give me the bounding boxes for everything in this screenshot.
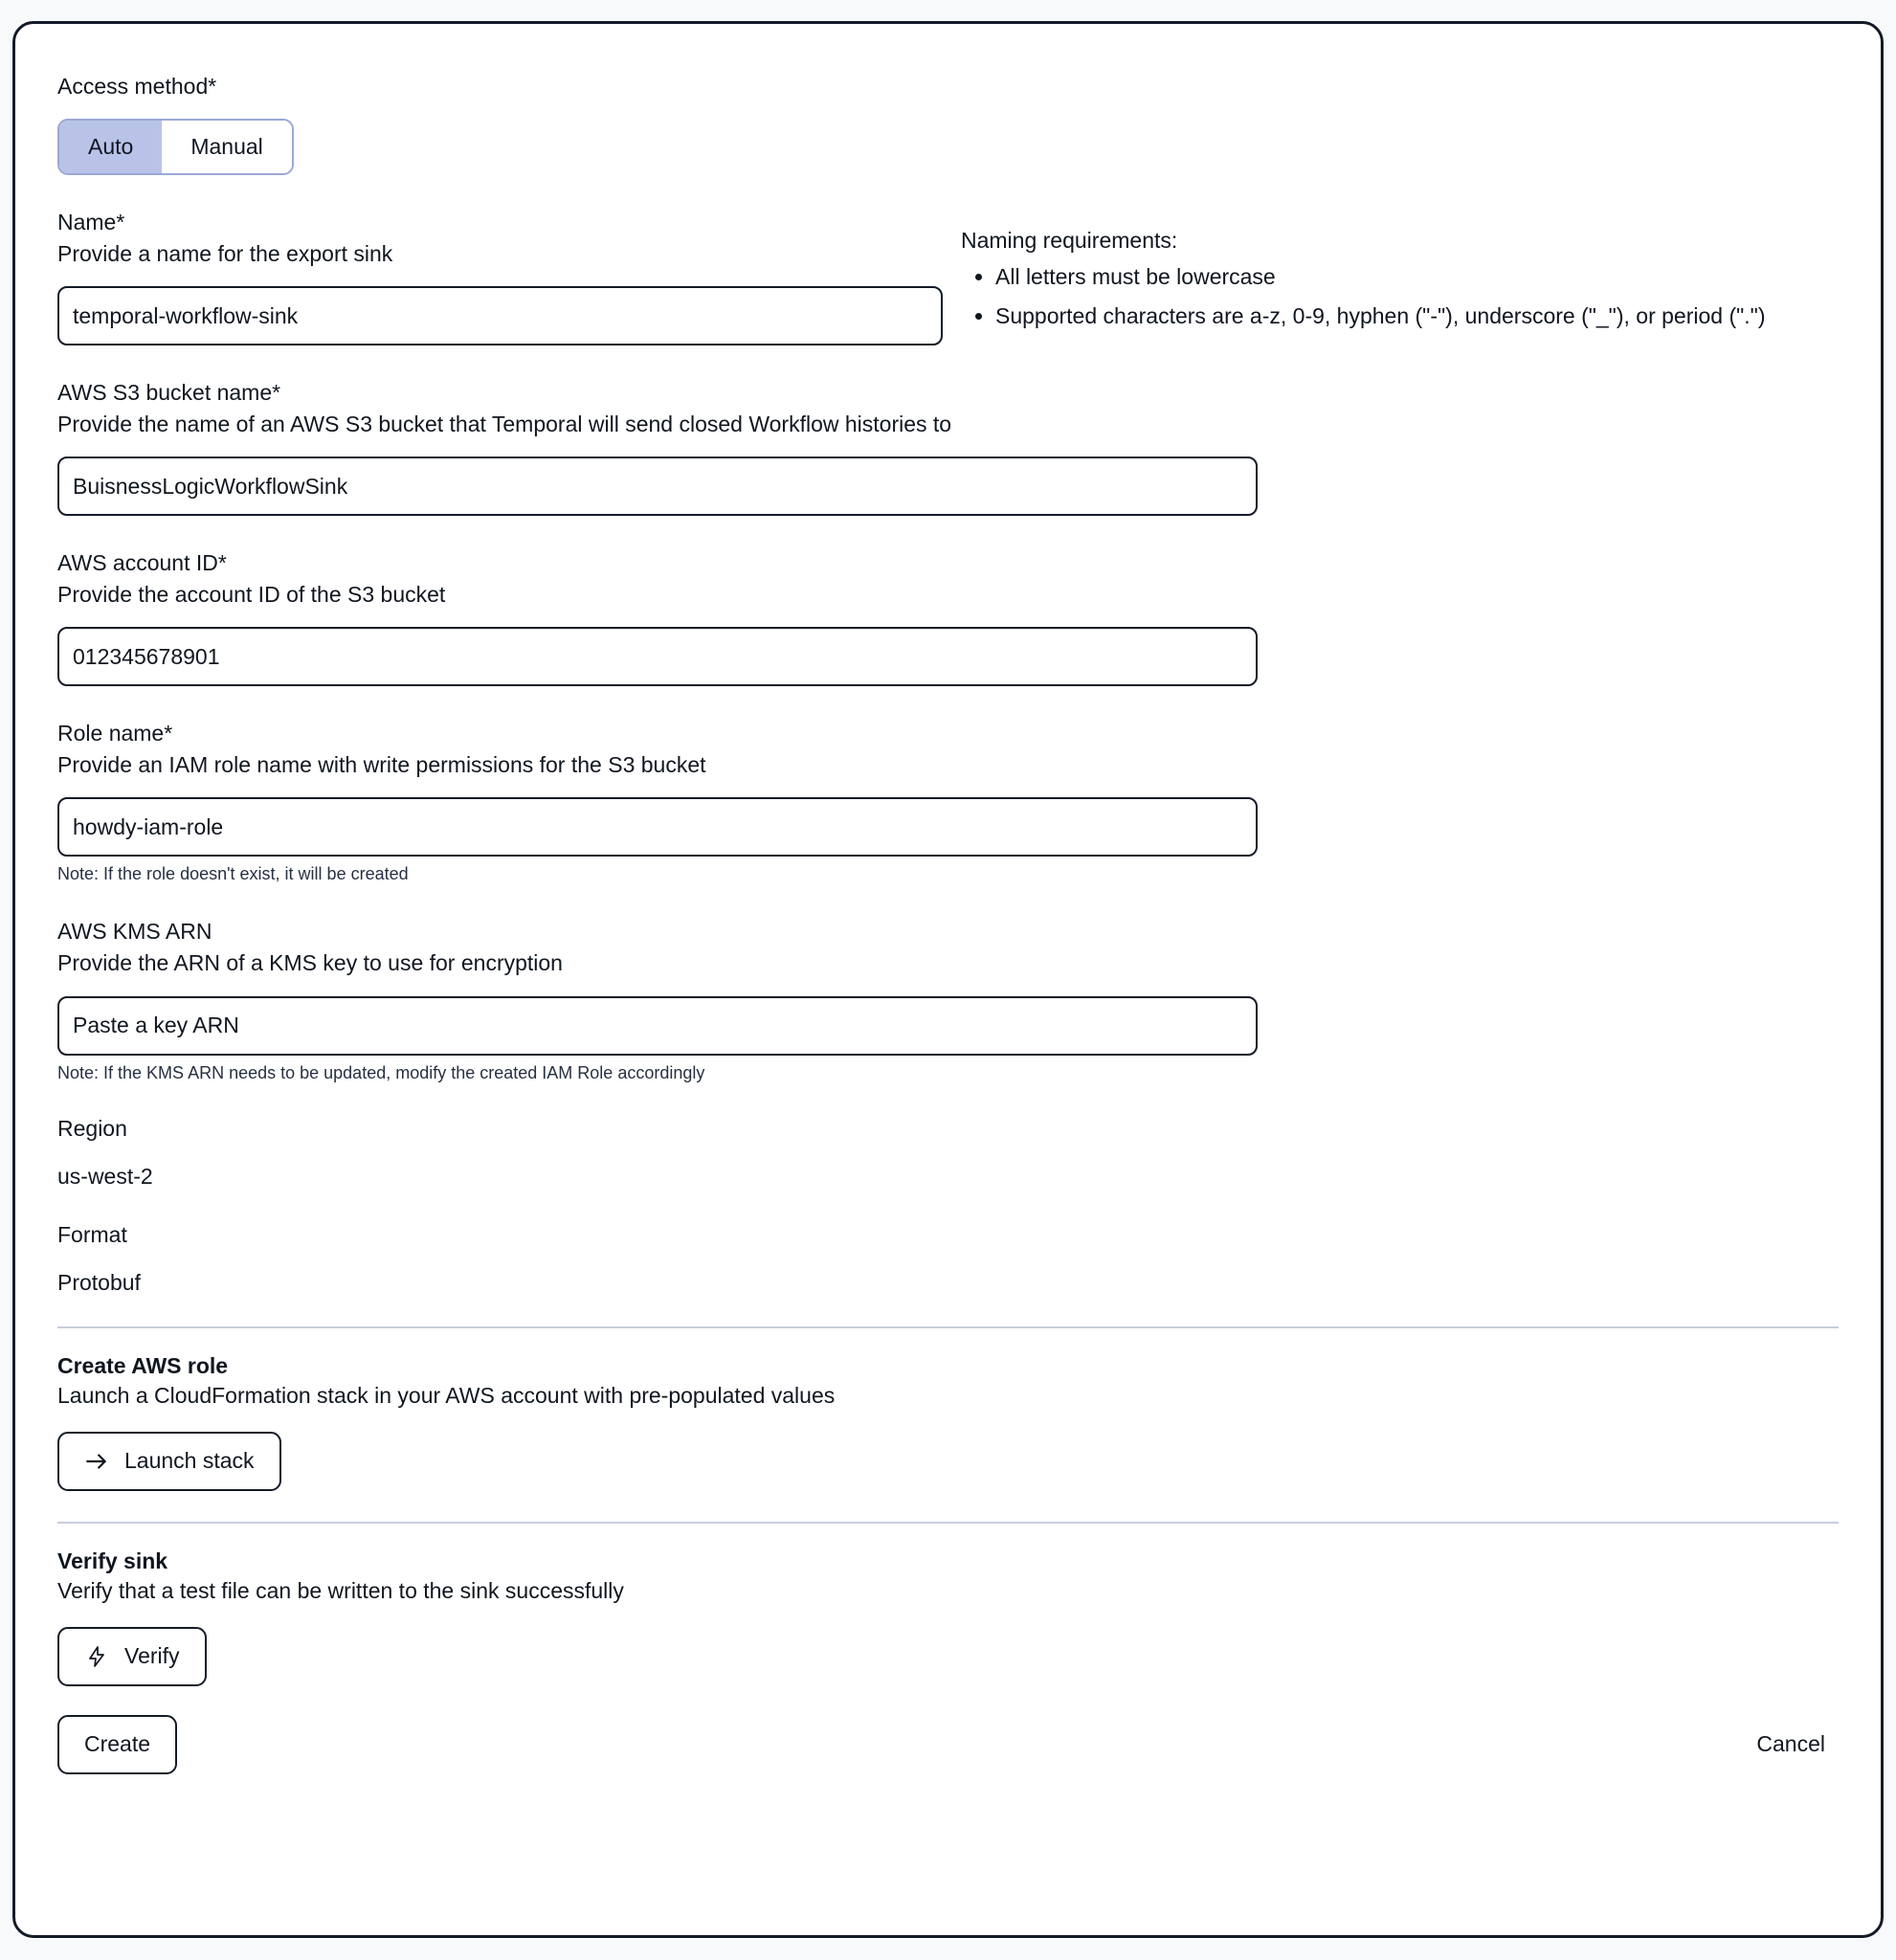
kms-arn-description: Provide the ARN of a KMS key to use for encryption <box>57 950 563 976</box>
naming-requirements <box>961 228 1851 338</box>
role-name-input[interactable] <box>57 797 1258 857</box>
region-label: Region <box>57 1115 127 1141</box>
access-method-option-auto[interactable]: Auto <box>59 121 162 173</box>
arrow-right-icon <box>84 1449 109 1474</box>
create-aws-role-section <box>57 1353 1839 1491</box>
role-name-field-group <box>57 719 1839 884</box>
divider-create-role <box>57 1326 1839 1328</box>
verify-sink-section <box>57 1548 1839 1686</box>
format-value: Protobuf <box>57 1269 141 1295</box>
launch-stack-label: Launch stack <box>124 1448 255 1474</box>
verify-button[interactable] <box>57 1627 207 1686</box>
kms-arn-label: AWS KMS ARN <box>57 919 212 945</box>
access-method-label: Access method* <box>57 74 217 99</box>
role-name-note: Note: If the role doesn't exist, it will be created <box>57 864 409 884</box>
role-name-description: Provide an IAM role name with write permissions for the S3 bucket <box>57 752 706 778</box>
form-footer <box>57 1715 1839 1774</box>
naming-requirement-item: • All letters must be lowercase <box>995 259 1851 295</box>
cancel-link[interactable]: Cancel <box>1756 1731 1825 1757</box>
role-name-label: Role name* <box>57 721 173 746</box>
bucket-field-group <box>57 378 1839 516</box>
launch-stack-button[interactable] <box>57 1432 281 1491</box>
divider-verify-sink <box>57 1522 1839 1524</box>
access-method-section <box>57 72 1839 175</box>
create-button[interactable]: Create <box>57 1715 177 1774</box>
region-readonly <box>57 1116 1839 1190</box>
kms-arn-field-group <box>57 917 1839 1082</box>
verify-sink-title: Verify sink <box>57 1548 168 1573</box>
create-aws-role-description: Launch a CloudFormation stack in your AWS account with pre-populated values <box>57 1382 836 1408</box>
naming-requirement-item: • Supported characters are a-z, 0-9, hyphen ("-"), underscore ("_"), or period (".") <box>995 299 1851 334</box>
bucket-label: AWS S3 bucket name* <box>57 380 281 406</box>
export-sink-form-card <box>12 21 1884 1938</box>
naming-requirements-title: Naming requirements: <box>961 228 1178 253</box>
account-id-input[interactable] <box>57 627 1258 686</box>
name-label: Name* <box>57 210 125 235</box>
name-description: Provide a name for the export sink <box>57 241 393 267</box>
bucket-input[interactable] <box>57 457 1258 516</box>
format-label: Format <box>57 1221 127 1247</box>
lightning-icon <box>84 1644 109 1669</box>
access-method-option-manual[interactable]: Manual <box>162 121 291 173</box>
access-method-toggle[interactable] <box>57 119 294 175</box>
account-id-description: Provide the account ID of the S3 bucket <box>57 582 446 608</box>
kms-arn-note: Note: If the KMS ARN needs to be updated, modify the created IAM Role accordingly <box>57 1062 705 1082</box>
format-readonly <box>57 1222 1839 1296</box>
bucket-description: Provide the name of an AWS S3 bucket that Temporal will send closed Workflow histories to <box>57 412 952 437</box>
account-id-label: AWS account ID* <box>57 550 227 576</box>
naming-requirements-list <box>961 259 1851 334</box>
verify-label: Verify <box>124 1643 180 1669</box>
region-value: us-west-2 <box>57 1163 153 1189</box>
account-id-field-group <box>57 548 1839 686</box>
create-aws-role-title: Create AWS role <box>57 1352 229 1378</box>
kms-arn-input[interactable] <box>57 996 1258 1056</box>
name-input[interactable] <box>57 286 943 345</box>
verify-sink-description: Verify that a test file can be written to the sink successfully <box>57 1577 624 1603</box>
